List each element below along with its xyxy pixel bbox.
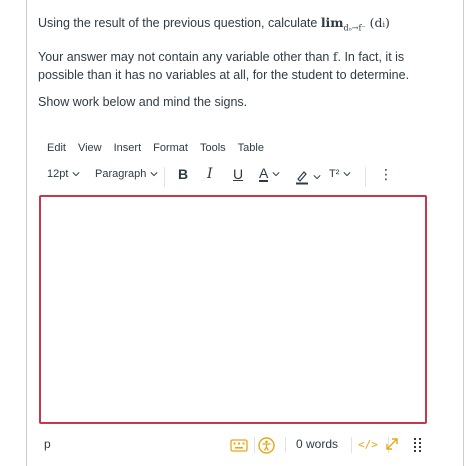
chevron-down-icon [72, 170, 80, 178]
chevron-down-icon [150, 170, 158, 178]
editor-toolbar [47, 165, 447, 189]
chevron-down-icon [343, 170, 351, 178]
superscript-button[interactable] [329, 168, 351, 180]
chevron-down-icon [272, 170, 280, 178]
question-line-1-text: Using the result of the previous question, calculate [38, 16, 321, 30]
more-options-button[interactable]: ⋮ [379, 166, 393, 182]
toolbar-divider [365, 167, 366, 187]
highlight-color-button[interactable] [295, 166, 321, 188]
html-editor-toggle[interactable]: </> [358, 438, 378, 451]
element-path[interactable]: p [44, 437, 51, 451]
question-paragraph-2 [38, 48, 438, 84]
statusbar-divider [351, 437, 352, 453]
lim-argument: (dᵢ) [369, 15, 390, 30]
statusbar-divider [285, 437, 286, 453]
bold-button[interactable]: B [178, 166, 189, 182]
question-line-1 [38, 14, 390, 38]
accessibility-checker-icon[interactable] [258, 437, 275, 454]
font-size-label: 12pt [47, 168, 69, 180]
rich-text-editor-area[interactable] [39, 195, 427, 424]
para2-prefix: Your answer may not contain any variable other than [38, 50, 333, 64]
lim-word: lim [320, 15, 344, 30]
chevron-down-icon [313, 173, 321, 181]
menu-insert[interactable]: Insert [113, 142, 142, 154]
block-format-select[interactable] [95, 168, 158, 180]
fullscreen-icon[interactable] [383, 435, 401, 453]
toolbar-divider [164, 167, 165, 187]
editor-statusbar [44, 437, 436, 455]
question-paragraph-3: Show work below and mind the signs. [38, 95, 248, 109]
underline-button[interactable]: U [233, 166, 244, 182]
menu-format[interactable]: Format [153, 142, 188, 154]
resize-handle-icon[interactable] [413, 437, 423, 453]
keyboard-icon[interactable] [230, 437, 248, 453]
menu-edit[interactable]: Edit [47, 142, 66, 154]
statusbar-divider [254, 437, 255, 453]
menu-view[interactable]: View [77, 142, 102, 154]
text-color-letter: A [259, 165, 269, 181]
limit-expression [320, 15, 390, 33]
word-count[interactable]: 0 words [296, 437, 339, 451]
block-format-label: Paragraph [95, 168, 147, 180]
superscript-label: T² [329, 168, 340, 180]
lim-subscript: dₒ→f⁻ [343, 23, 366, 33]
menu-tools[interactable]: Tools [199, 142, 226, 154]
para2-suffix: . In fact, it is possible than it has no variables at all, for the student to determine. [38, 50, 410, 82]
font-size-select[interactable] [47, 168, 80, 180]
variable-f: f [332, 49, 338, 64]
highlighter-icon [295, 169, 309, 185]
text-color-button[interactable] [259, 166, 280, 182]
menu-table[interactable]: Table [237, 142, 264, 154]
italic-button[interactable]: I [207, 166, 213, 182]
editor-menubar [47, 142, 264, 154]
